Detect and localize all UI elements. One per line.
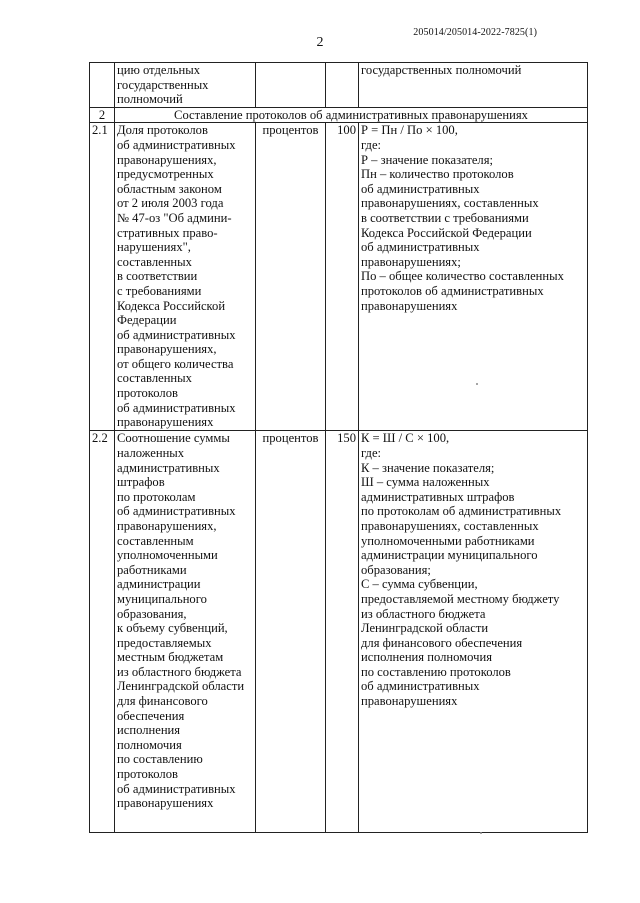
indicators-table [89,62,588,833]
scan-speck [480,832,482,834]
text-line: правонарушениях, составленных [361,196,539,211]
text-line: административных [117,460,220,475]
text-line: об административных [117,327,236,342]
text-line: об административных [117,781,236,796]
text-line: Федерации [117,313,177,328]
text-line: муниципального [117,591,207,606]
text-line: где: [361,137,382,152]
text-line: для финансового обеспечения [361,635,523,650]
indicator-name-cell [115,63,256,108]
text-line: правонарушениях, [117,342,217,357]
text-line: правонарушениях, [117,518,217,533]
text-line: администрации муниципального [361,548,538,563]
calculation-formula [359,431,588,833]
text-line: правонарушениях [361,298,458,313]
text-line: об административных [117,504,236,519]
text-line: полномочий [117,92,183,107]
text-line: правонарушениях, составленных [361,518,539,533]
text-line: нарушениях", [117,240,191,255]
text-line: протоколов [117,767,178,782]
formula-cell [359,63,588,108]
document-id: 205014/205014-2022-7825(1) [413,27,537,38]
text-line: уполномоченными [117,548,218,563]
scan-speck [476,383,478,385]
text-line: правонарушениях [117,796,214,811]
text-line: протоколов [117,386,178,401]
text-line: работниками [117,562,187,577]
text-line: исполнения полномочия [361,650,492,665]
text-line: местным бюджетам [117,650,224,665]
indicator-row-2-1 [90,123,588,431]
text-line: от 2 июля 2003 года [117,196,224,211]
text-line: от общего количества [117,356,234,371]
text-line: об административных [361,679,480,694]
text-line: администрации [117,577,201,592]
indicator-name [115,431,256,833]
text-line: правонарушениях [361,694,458,709]
text-line: № 47-оз "Об админи- [117,210,232,225]
text-line: правонарушениях; [361,254,461,269]
text-line: административных штрафов [361,489,515,504]
section-number: 2 [90,107,115,123]
text-line: для финансового [117,694,208,709]
unit-of-measure: процентов [256,431,326,833]
indicator-name [115,123,256,431]
text-line: об административных [361,240,480,255]
text-line: К = Ш / С × 100, [361,431,450,446]
text-line: протоколов об административных [361,283,544,298]
text-line: Ш – сумма наложенных [361,475,490,490]
section-row [90,107,588,123]
unit-cell [256,63,326,108]
text-line: составленных [117,254,192,269]
text-line: К – значение показателя; [361,460,495,475]
text-line: образования; [361,562,431,577]
text-line: стративных право- [117,225,218,240]
text-line: Р – значение показателя; [361,152,494,167]
text-line: с требованиями [117,283,202,298]
text-line: Ленинградской области [361,621,489,636]
text-line: государственных полномочий [361,63,522,77]
text-line: по протоколам [117,489,196,504]
text-line: правонарушениях [117,415,214,430]
text-line: по составлению [117,752,203,767]
text-line: С – сумма субвенции, [361,577,478,592]
text-line: наложенных [117,445,185,460]
text-line: образования, [117,606,187,621]
text-line: об административных [361,181,480,196]
unit-of-measure: процентов [256,123,326,431]
section-title: Составление протоколов об административных правонарушениях [115,107,588,123]
indicator-row-2-2 [90,431,588,833]
text-line: По – общее количество составленных [361,269,564,284]
text-line: предоставляемых [117,635,212,650]
text-line: государственных [117,77,209,92]
text-line: по составлению протоколов [361,664,511,679]
text-line: об административных [117,137,236,152]
target-value: 100 [326,123,359,431]
text-line: Соотношение суммы [117,431,230,446]
text-line: цию отдельных [117,63,201,77]
text-line: Кодекса Российской Федерации [361,225,532,240]
text-line: Ленинградской области [117,679,245,694]
text-line: из областного бюджета [117,664,242,679]
text-line: в соответствии [117,269,198,284]
text-line: составленных [117,371,192,386]
text-line: из областного бюджета [361,606,486,621]
text-line: к объему субвенций, [117,621,228,636]
text-line: обеспечения [117,708,185,723]
text-line: по протоколам об административных [361,504,562,519]
text-line: уполномоченными работниками [361,533,535,548]
text-line: правонарушениях, [117,152,217,167]
text-line: Пн – количество протоколов [361,167,514,182]
continuation-row [90,63,588,108]
text-line: областным законом [117,181,222,196]
row-number: 2.2 [90,431,115,833]
text-line: исполнения [117,723,181,738]
row-number-cell [90,63,115,108]
page-number: 2 [316,35,324,50]
text-line: где: [361,445,382,460]
target-value: 150 [326,431,359,833]
text-line: составленным [117,533,194,548]
text-line: предоставляемой местному бюджету [361,591,560,606]
row-number: 2.1 [90,123,115,431]
text-line: в соответствии с требованиями [361,210,529,225]
text-line: Р = Пн / По × 100, [361,123,458,138]
calculation-formula [359,123,588,431]
text-line: полномочия [117,737,182,752]
text-line: Доля протоколов [117,123,208,138]
text-line: штрафов [117,475,165,490]
text-line: предусмотренных [117,167,214,182]
target-value-cell [326,63,359,108]
text-line: об административных [117,400,236,415]
text-line: Кодекса Российской [117,298,226,313]
